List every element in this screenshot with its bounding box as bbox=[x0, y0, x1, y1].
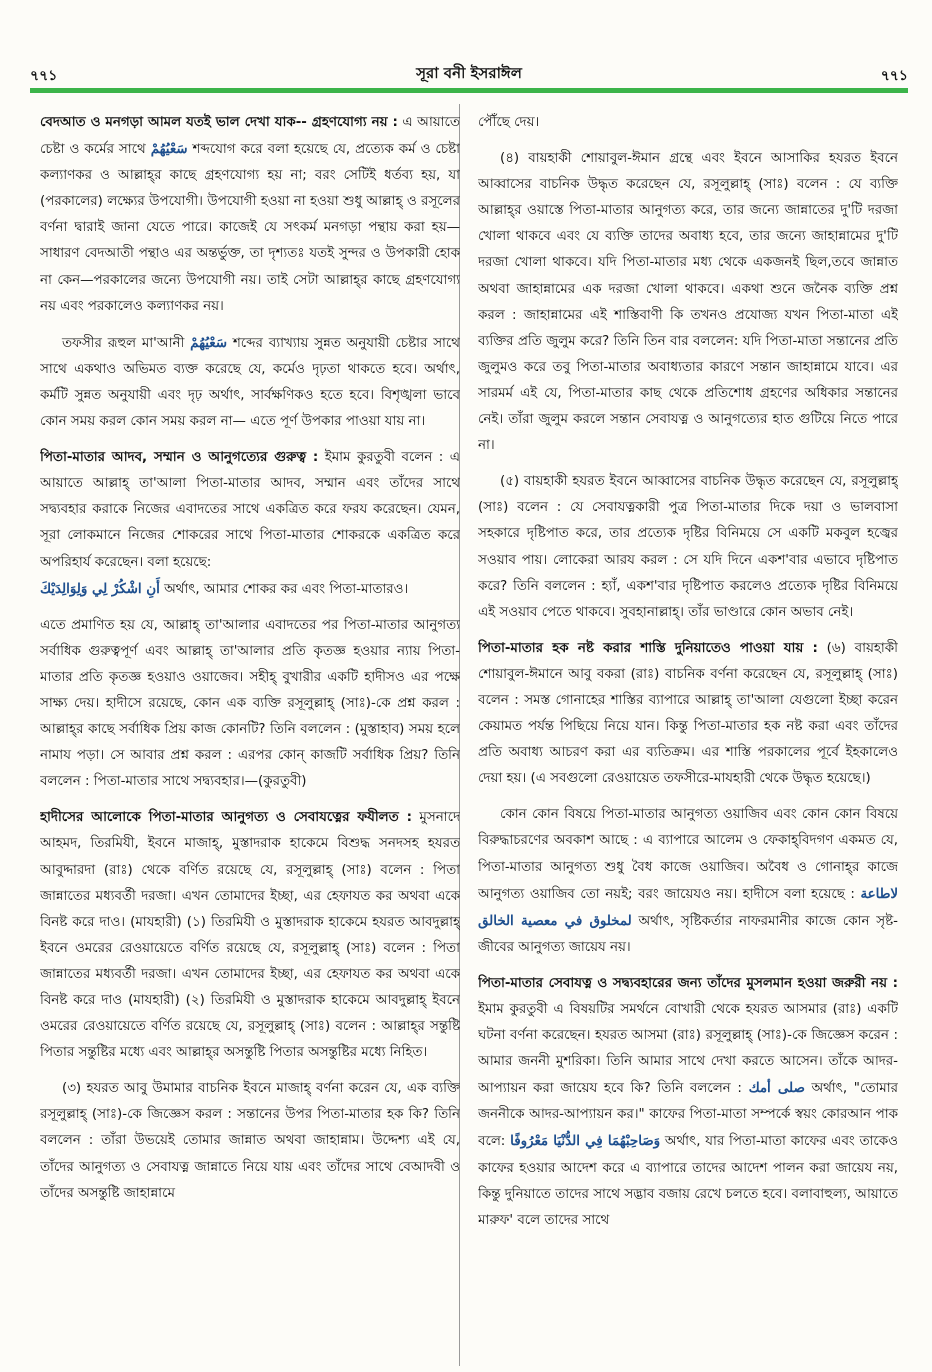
section-heading: পিতা-মাতার হক নষ্ট করার শাস্তি দুনিয়াতেও পাওয়া যায় : bbox=[478, 640, 818, 656]
paragraph-text: (৪) বায়হাকী শোয়াবুল-ঈমান গ্রন্থে এবং ইবনে আসাকির হযরত ইবনে আব্বাসের বাচনিক উদ্ধৃত করেছেন যে, রসূলুল্লাহ্‌ (সাঃ) বলেন : যে ব্যক্তি আল্লাহ্‌র ওয়াস্তে পিতা-মাতার আনুগত্য করে, তার জন্যে জান্নাতের দু'টি দরজা খোলা থাকবে এবং যে ব্যক্তি তাদের অবাধ্য হবে, তার জন্যে জাহান্নামের দু'টি দরজা খোলা থাকবে। যদি পিতা-মাতার মধ্য থেকে একজনই ছিল,তবে জান্নাত অথবা জাহান্নামের এক দরজা খোলা থাকবে। একথা শুনে জনৈক ব্যক্তি প্রশ্ন করল : জাহান্নামের এই শাস্তিবাণী কি তখনও প্রযোজ্য যখন পিতা-মাতা এই ব্যক্তির প্রতি জুলুম করে? তিনি তিন বার বললেন: যদি পিতা-মাতা সন্তানের প্রতি জুলুমও করে তবু পিতা-মাতার অবাধ্যতার কারণে সন্তান জাহান্নামে যাবে। এর সারমর্ম এই যে, পিতা-মাতার কাছ থেকে প্রতিশোধ গ্রহণের অধিকার সন্তানের নেই। তাঁরা জুলুম করলে সন্তান সেবাযত্ন ও আনুগত্যের হাত গুটিয়ে নিতে পারে না। bbox=[478, 151, 898, 454]
paragraph-text: (৩) হযরত আবু উমামার বাচনিক ইবনে মাজাহ্‌ বর্ণনা করেন যে, এক ব্যক্তি রসূলুল্লাহ্‌ (সাঃ)-কে জিজ্ঞেস করল : সন্তানের উপর পিতা-মাতার হক কি? তিনি বললেন : তাঁরা উভয়েই তোমার জান্নাত অথবা জাহান্নাম। উদ্দেশ্য এই যে, তাঁদের আনুগত্য ও সেবাযত্ন জান্নাতে নিয়ে যায় এবং তাঁদের সাথে বেআদবী ও তাঁদের অসন্তুষ্টি জাহান্নামে bbox=[40, 1081, 460, 1201]
arabic-hadith: لاطاعة لمخلوق في معصية الخالق bbox=[478, 885, 898, 929]
paragraph bbox=[478, 971, 898, 1234]
section-heading: হাদীসের আলোকে পিতা-মাতার আনুগত্য ও সেবাযত্নের ফযীলত : bbox=[40, 810, 412, 826]
paragraph bbox=[478, 469, 898, 626]
page-header bbox=[30, 58, 908, 88]
arabic-word: سَعْيُهُمْ bbox=[190, 334, 227, 351]
paragraph-text: অর্থাৎ, সৃষ্টিকর্তার নাফরমানীর কাজে কোন সৃষ্ট-জীবের আনুগত্য জায়েয নয়। bbox=[478, 913, 898, 955]
paragraph-text: অর্থাৎ, আমার শোকর কর এবং পিতা-মাতারও। bbox=[159, 581, 409, 597]
paragraph bbox=[40, 1076, 460, 1206]
paragraph bbox=[40, 110, 460, 320]
paragraph bbox=[478, 636, 898, 793]
paragraph-text: (৬) বায়হাকী শোয়াবুল-ঈমানে আবু বকরা (রাঃ) বাচনিক বর্ণনা করেছেন যে, রসূলুল্লাহ্‌ (সাঃ) বলেন : সমস্ত গোনাহের শাস্তির ব্যাপারে আল্লাহ্‌ তা'আলা যেগুলো ইচ্ছা করেন কেয়ামত পর্যন্ত পিছিয়ে নিয়ে যান। কিন্তু পিতা-মাতার হক নষ্ট করা এবং তাঁদের প্রতি অবাধ্য আচরণ করা এর ব্যতিক্রম। এর শাস্তি পরকালের পূর্বে ইহকালেও দেয়া হয়। (এ সবগুলো রেওয়ায়েত তফসীরে-মাযহারী থেকে উদ্ধৃত হয়েছে।) bbox=[478, 640, 898, 787]
paragraph-text: পৌঁছে দেয়। bbox=[478, 115, 540, 130]
page-number-left: ৭৭১ bbox=[30, 68, 58, 84]
paragraph-text: ইমাম কুরতুবী এ বিষয়টির সমর্থনে বোখারী থেকে হযরত আসমার (রাঃ) একটি ঘটনা বর্ণনা করেছেন। হযরত আসমা (রাঃ) রসূলুল্লাহ্‌ (সাঃ)-কে জিজ্ঞেস করেন : আমার জননী মুশরিকা। তিনি আমার সাথে দেখা করতে আসেন। তাঁকে আদর-আপ্যায়ন করা জায়েয হবে কি? তিনি বললেন : bbox=[478, 1002, 898, 1097]
right-column bbox=[478, 110, 898, 1360]
paragraph-text: অর্থাৎ, যার পিতা-মাতা কাফের এবং তাকেও কাফের হওয়ার আদেশ করে এ ব্যাপারে তাদের আদেশ পালন করা জায়েয নয়, কিন্তু দুনিয়াতে তাদের সাথে সদ্ভাব বজায় রেখে চলতে হবে। বলাবাহুল্য, আয়াতে মারুফ' বলে তাদের সাথে bbox=[478, 1134, 898, 1228]
page-number-right: ৭৭১ bbox=[880, 68, 908, 84]
section-heading: পিতা-মাতার সেবাযত্ন ও সদ্ব্যবহারের জন্য তাঁদের মুসলমান হওয়া জরুরী নয় : bbox=[478, 975, 898, 991]
arabic-verse: أَنِ اشْكُرْ لِي وَلِوَالِدَيْكَ bbox=[40, 580, 160, 597]
paragraph-text: তফসীর রূহুল মা'আনী bbox=[62, 335, 191, 351]
paragraph-text: অর্থাৎ, "তোমার জননীকে আদর-আপ্যায়ন কর।" কাফের পিতা-মাতা সম্পর্কে স্বয়ং কোরআন পাক বলে: bbox=[478, 1081, 898, 1150]
paragraph-text: শব্দের ব্যাখ্যায় সুন্নত অনুযায়ী চেষ্টার সাথে সাথে একথাও অভিমত ব্যক্ত করেছে যে, কর্মেও দৃঢ়তা থাকতে হবে। অর্থাৎ, কর্মটি সুন্নত অনুযায়ী এবং দৃঢ় অর্থাৎ, সার্বক্ষণিকও হতে হবে। বিশৃঙ্খলা ভাবে কোন সময় করল কোন সময় করল না— এতে পূর্ণ উপকার পাওয়া যায় না। bbox=[40, 335, 460, 430]
running-title: সূরা বনী ইসরাঈল bbox=[416, 64, 522, 82]
paragraph-text: এ আয়াতে চেষ্টা ও কর্মের সাথে bbox=[40, 115, 460, 158]
paragraph bbox=[40, 805, 460, 1066]
section-heading: বেদআত ও মনগড়া আমল যতই ভাল দেখা যাক-- গ্রহণযোগ্য নয় : bbox=[40, 115, 398, 130]
paragraph bbox=[40, 445, 460, 603]
paragraph-text: এতে প্রমাণিত হয় যে, আল্লাহ্‌ তা'আলার এবাদতের পর পিতা-মাতার আনুগত্য সর্বাধিক গুরুত্বপূর্ণ এবং আল্লাহ্‌ তা'আলার প্রতি কৃতজ্ঞ হওয়ার ন্যায় পিতা-মাতার প্রতি কৃতজ্ঞ হওয়াও ওয়াজেব। সহীহ্‌ বুখারীর একটি হাদীসও এর পক্ষে সাক্ষ্য দেয়। হাদীসে রয়েছে, কোন এক ব্যক্তি রসূলুল্লাহ্‌ (সাঃ)-কে প্রশ্ন করল : আল্লাহ্‌র কাছে সর্বাধিক প্রিয় কাজ কোনটি? তিনি বললেন : (মুস্তাহাব) সময় হলে নামায পড়া। সে আবার প্রশ্ন করল : এরপর কোন্ কাজটি সর্বাধিক প্রিয়? তিনি বললেন : পিতা-মাতার সাথে সদ্ব্যবহার।—(কুরতুবী) bbox=[40, 617, 460, 790]
paragraph bbox=[40, 330, 460, 435]
paragraph-text: শব্দযোগ করে বলা হয়েছে যে, প্রত্যেক কর্ম ও চেষ্টা কল্যাণকর ও আল্লাহ্‌র কাছে গ্রহণযোগ্য হয় না; বরং সেটিই ধর্তব্য হয়, যা (পরকালের) লক্ষ্যের উপযোগী। উপযোগী হওয়া না হওয়া শুধু আল্লাহ্‌ ও রসূলের বর্ণনা দ্বারাই জানা যেতে পারে। কাজেই যে সৎকর্ম মনগড়া পন্থায় করা হয়—সাধারণ বেদআতী পন্থাও এর অন্তর্ভুক্ত, তা দৃশ্যতঃ যতই সুন্দর ও উপকারী হোক না কেন—পরকালের জন্যে উপযোগী নয়। তাই সেটা আল্লাহ্‌র কাছে গ্রহণযোগ্য নয় এবং পরকালেও কল্যাণকর নয়। bbox=[40, 142, 460, 314]
paragraph bbox=[478, 110, 898, 136]
paragraph bbox=[40, 613, 460, 796]
left-column bbox=[40, 110, 460, 1360]
arabic-phrase: صلى أمك bbox=[748, 1080, 805, 1097]
arabic-word: سَعْيُهُمْ bbox=[150, 141, 188, 158]
header-rule bbox=[30, 88, 908, 93]
arabic-verse: وَصَاحِبْهُمَا فِي الدُّنْيَا مَعْرُوفًا bbox=[510, 1133, 661, 1150]
paragraph bbox=[478, 146, 898, 459]
paragraph-text: মুসনাদে আহমদ, তিরমিযী, ইবনে মাজাহ্‌, মুস্তাদরাক হাকেমে বিশুদ্ধ সনদসহ হযরত আবুদ্দারদা (রাঃ) থেকে বর্ণিত রয়েছে যে, রসূলুল্লাহ্‌ (সাঃ) বলেন : পিতা জান্নাতের মধ্যবর্তী দরজা। এখন তোমাদের ইচ্ছা, এর হেফাযত কর অথবা একে বিনষ্ট করে দাও। (মাযহারী) (১) তিরমিযী ও মুস্তাদরাক হাকেমে হযরত আবদুল্লাহ্‌ ইবনে ওমরের রেওয়ায়েতে বর্ণিত রয়েছে যে, রসূলুল্লাহ্‌ (সাঃ) বলেন : পিতা জান্নাতের মধ্যবর্তী দরজা। এখন তোমাদের ইচ্ছা, এর হেফাযত কর অথবা একে বিনষ্ট করে দাও (মাযহারী) (২) তিরমিযী ও মুস্তাদরাক হাকেমে আবদুল্লাহ্‌ ইবনে ওমরের রেওয়ায়েতে বর্ণিত রয়েছে যে, রসূলুল্লাহ্‌ (সাঃ) বলেন : আল্লাহ্‌র সন্তুষ্টি পিতার সন্তুষ্টির মধ্যে এবং আল্লাহ্‌র অসন্তুষ্টি পিতার অসন্তুষ্টির মধ্যে নিহিত। bbox=[40, 810, 460, 1061]
paragraph-text: ইমাম কুরতুবী বলেন : এ আয়াতে আল্লাহ্‌ তা'আলা পিতা-মাতার আদব, সম্মান এবং তাঁদের সাথে সদ্ব্যবহার করাকে নিজের এবাদতের সাথে একত্রিত করে ফরয করেছেন। যেমন, সূরা লোকমানে নিজের শোকরের সাথে পিতা-মাতার শোকরকে একত্রিত করে অপরিহার্য করেছেন। বলা হয়েছে: bbox=[40, 450, 460, 570]
section-heading: পিতা-মাতার আদব, সম্মান ও আনুগত্যের গুরুত্ব : bbox=[40, 450, 319, 466]
paragraph-text: (৫) বায়হাকী হযরত ইবনে আব্বাসের বাচনিক উদ্ধৃত করেছেন যে, রসূলুল্লাহ্‌ (সাঃ) বলেন : যে সেবাযত্নকারী পুত্র পিতা-মাতার দিকে দয়া ও ভালবাসা সহকারে দৃষ্টিপাত করে, তার প্রত্যেক দৃষ্টির বিনিময়ে সে একটি মকবুল হজ্বের সওয়াব পায়। লোকেরা আরয করল : সে যদি দিনে একশ'বার এভাবে দৃষ্টিপাত করে? তিনি বললেন : হ্যাঁ, একশ'বার দৃষ্টিপাত করলেও প্রত্যেক দৃষ্টির বিনিময়ে এই সওয়াব পেতে থাকবে। সুবহানাল্লাহ্‌। তাঁর ভাণ্ডারে কোন অভাব নেই। bbox=[478, 474, 898, 620]
paragraph-text: কোন কোন বিষয়ে পিতা-মাতার আনুগত্য ওয়াজিব এবং কোন কোন বিষয়ে বিরুদ্ধাচরণের অবকাশ আছে : এ ব্যাপারে আলেম ও ফেকাহ্‌বিদগণ একমত যে, পিতা-মাতার আনুগত্য শুধু বৈধ কাজে ওয়াজিব। অবৈধ ও গোনাহ্‌র কাজে আনুগত্য ওয়াজিব তো নয়ই; বরং জায়েযও নয়। হাদীসে বলা হয়েছে : bbox=[478, 807, 898, 902]
paragraph bbox=[478, 802, 898, 961]
